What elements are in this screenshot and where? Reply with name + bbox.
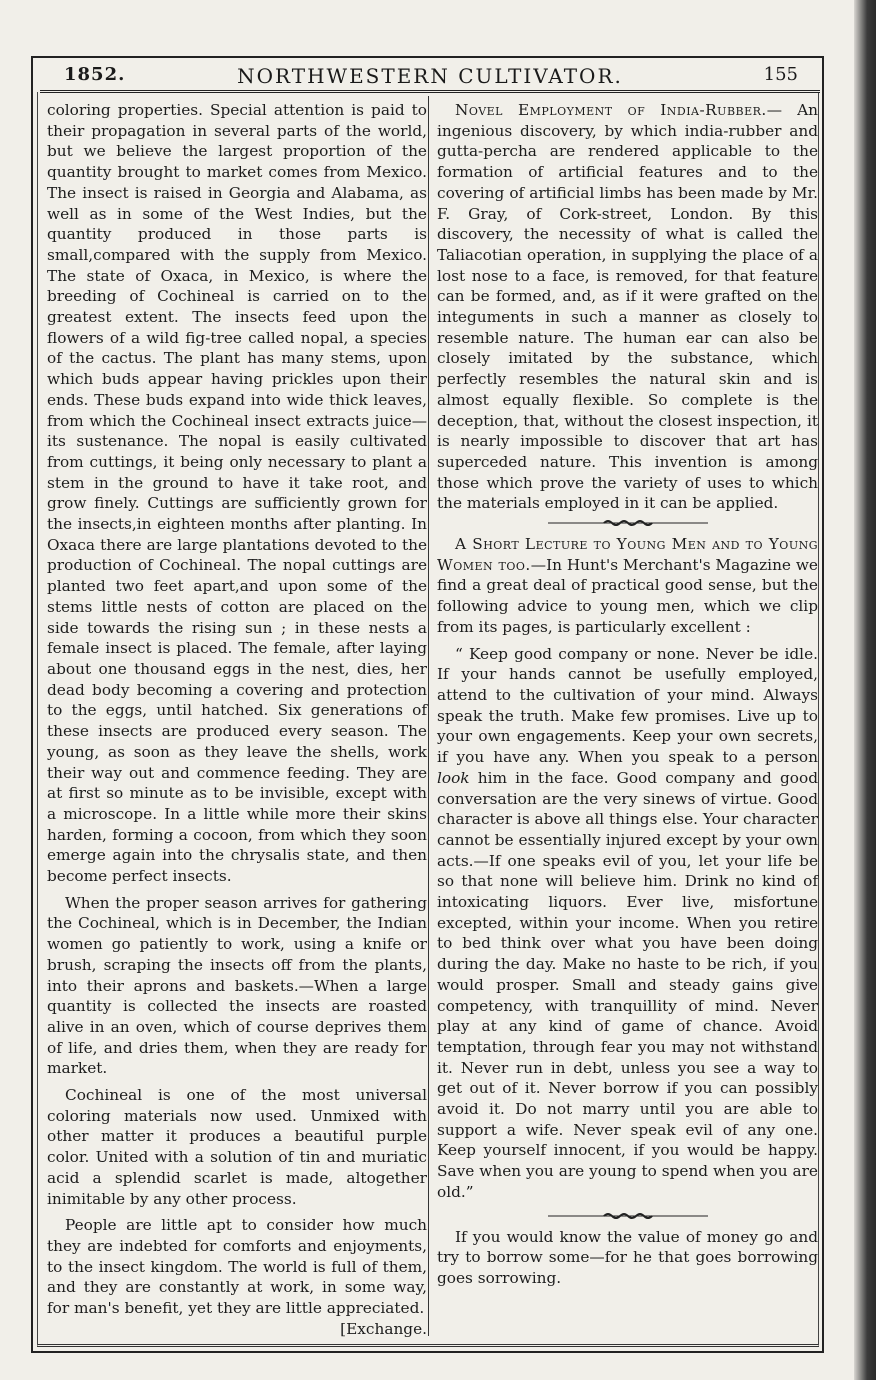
running-header — [40, 60, 820, 93]
advice-italic-look: look — [437, 768, 470, 787]
cochineal-paragraph-2: When the proper season arrives for gathering the Cochineal, which is in December, the Indian women go patiently to work, using a knife or brush, scraping the insects off from the plants, into their aprons and baskets.—When a large quantity is collected the insects are roasted alive in an oven, which of course deprives them of life, and dries them, when they are ready for market. — [47, 893, 427, 1078]
india-rubber-body: An ingenious discovery, by which india-rubber and gutta-percha are rendered applicable to the formation of artificial features and to the covering of artificial limbs has been made by Mr. F. Gray, of Cork-street, London. By this discovery, the necessity of what is called the Taliacotian operation, in supplying the place of a lost nose to a face, is removed, for that feature can be formed, and, as if it were grafted on the integuments in such a manner as closely to resemble nature. The human ear can also be closely imitated by the substance, which perfectly resembles the natural skin and is almost equally flexible. So complete is the deception, that, without the closest inspection, it is nearly impossible to discover that art has superceded nature. This invention is among those which prove the variety of uses to which the materials employed in it can be applied. — [437, 101, 818, 513]
ornamental-rule-2 — [548, 1211, 708, 1221]
short-lecture-intro: —In Hunt's Merchant's Magazine we find a great deal of practical good sense, but the following advice to young men, which we clip from its pages, is particularly excellent : — [437, 555, 818, 636]
advice-text-a: “ Keep good company or none. Never be idle. If your hands cannot be usefully employed, attend to the cultivation of your mind. Always speak the truth. Make few promises. Live up to your own engagements. Keep your own secrets, if you have any. When you speak to a person — [437, 644, 818, 767]
cochineal-paragraph-1: coloring properties. Special attention is paid to their propagation in several parts of the world, but we believe the largest proportion of the quantity brought to market comes from Mexico. The insect is raised in Georgia and Alabama, as well as in some of the West Indies, but the quantity produced in those parts is small,compared with the supply from Mexico. The state of Oxaca, in Mexico, is where the breeding of Cochineal is carried on to the greatest extent. The insects feed upon the flowers of a wild fig-tree called nopal, a species of the cactus. The plant has many stems, upon which buds appear having prickles upon their ends. These buds expand into wide thick leaves, from which the Cochineal insect extracts juice—its sustenance. The nopal is easily cultivated from cuttings, it being only necessary to plant a stem in the ground to have it take root, and grow finely. Cuttings are sufficiently grown for the insects,in eighteen months after planting. In Oxaca there are large plantations devoted to the production of Cochineal. The nopal cuttings are planted two feet apart,and upon some of the stems little nests of cotton are placed on the side towards the rising sun ; in these nests a female insect is placed. The female, after laying about one thousand eggs in the nest, dies, her dead body becoming a covering and protection to the eggs, until hatched. Six generations of these insects are produced every season. The young, as soon as they leave the shells, work their way out and commence feeding. They are at first so minute as to be invisible, except with a microscope. In a little while more their skins harden, forming a cocoon, from which they soon emerge again into the chrysalis state, and then become perfect insects. — [47, 101, 427, 886]
short-lecture-article — [437, 534, 818, 638]
short-lecture-advice — [437, 644, 818, 1203]
india-rubber-article — [437, 100, 818, 514]
left-column — [47, 100, 427, 1339]
ornamental-rule-1 — [548, 518, 708, 528]
page-number: 155 — [763, 64, 798, 85]
right-column — [437, 100, 818, 1289]
short-lecture-heading: A Short Lecture to Young Men and to Young Women too. — [437, 535, 818, 574]
header-year: 1852. — [64, 64, 126, 85]
money-proverb: If you would know the value of money go and try to borrow some—for he that goes borrowing goes sorrowing. — [437, 1227, 818, 1287]
column-divider — [428, 96, 429, 1336]
india-rubber-heading: Novel Employment of India-Rubber.— — [455, 101, 783, 119]
source-credit: [Exchange. — [340, 1319, 427, 1338]
paragraph-4-text: People are little apt to consider how much they are indebted for comforts and enjoyments, to the insect kingdom. The world is full of them, and they are constantly at work, in some way, for man's benefit, yet they are little appreciated. — [47, 1216, 427, 1318]
advice-text-b: him in the face. Good company and good conversation are the very sinews of virtue. Good character is above all things else. Your character cannot be essentially injured except by your own acts.—If one speaks evil of you, let your life be so that none will believe him. Drink no kind of intoxicating liquors. Ever live, misfortune excepted, within your income. When you retire to bed think over what you have been doing during the day. Make no haste to be rich, if you would prosper. Small and steady gains give competency, with tranquillity of mind. Never play at any kind of game of chance. Avoid temptation, through fear you may not withstand it. Never run in debt, unless you see a way to get out of it. Never borrow if you can possibly avoid it. Do not marry until you are able to support a wife. Never speak evil of any one. Keep yourself innocent, if you would be happy. Save when you are young to spend when you are old.” — [437, 768, 818, 1201]
cochineal-paragraph-3: Cochineal is one of the most universal coloring materials now used. Unmixed with other matter it produces a beautiful purple color. United with a solution of tin and muriatic acid a splendid scarlet is made, altogether inimitable by any other process. — [47, 1086, 427, 1208]
header-title: NORTHWESTERN CULTIVATOR. — [237, 64, 623, 88]
cochineal-paragraph-4 — [47, 1215, 427, 1338]
